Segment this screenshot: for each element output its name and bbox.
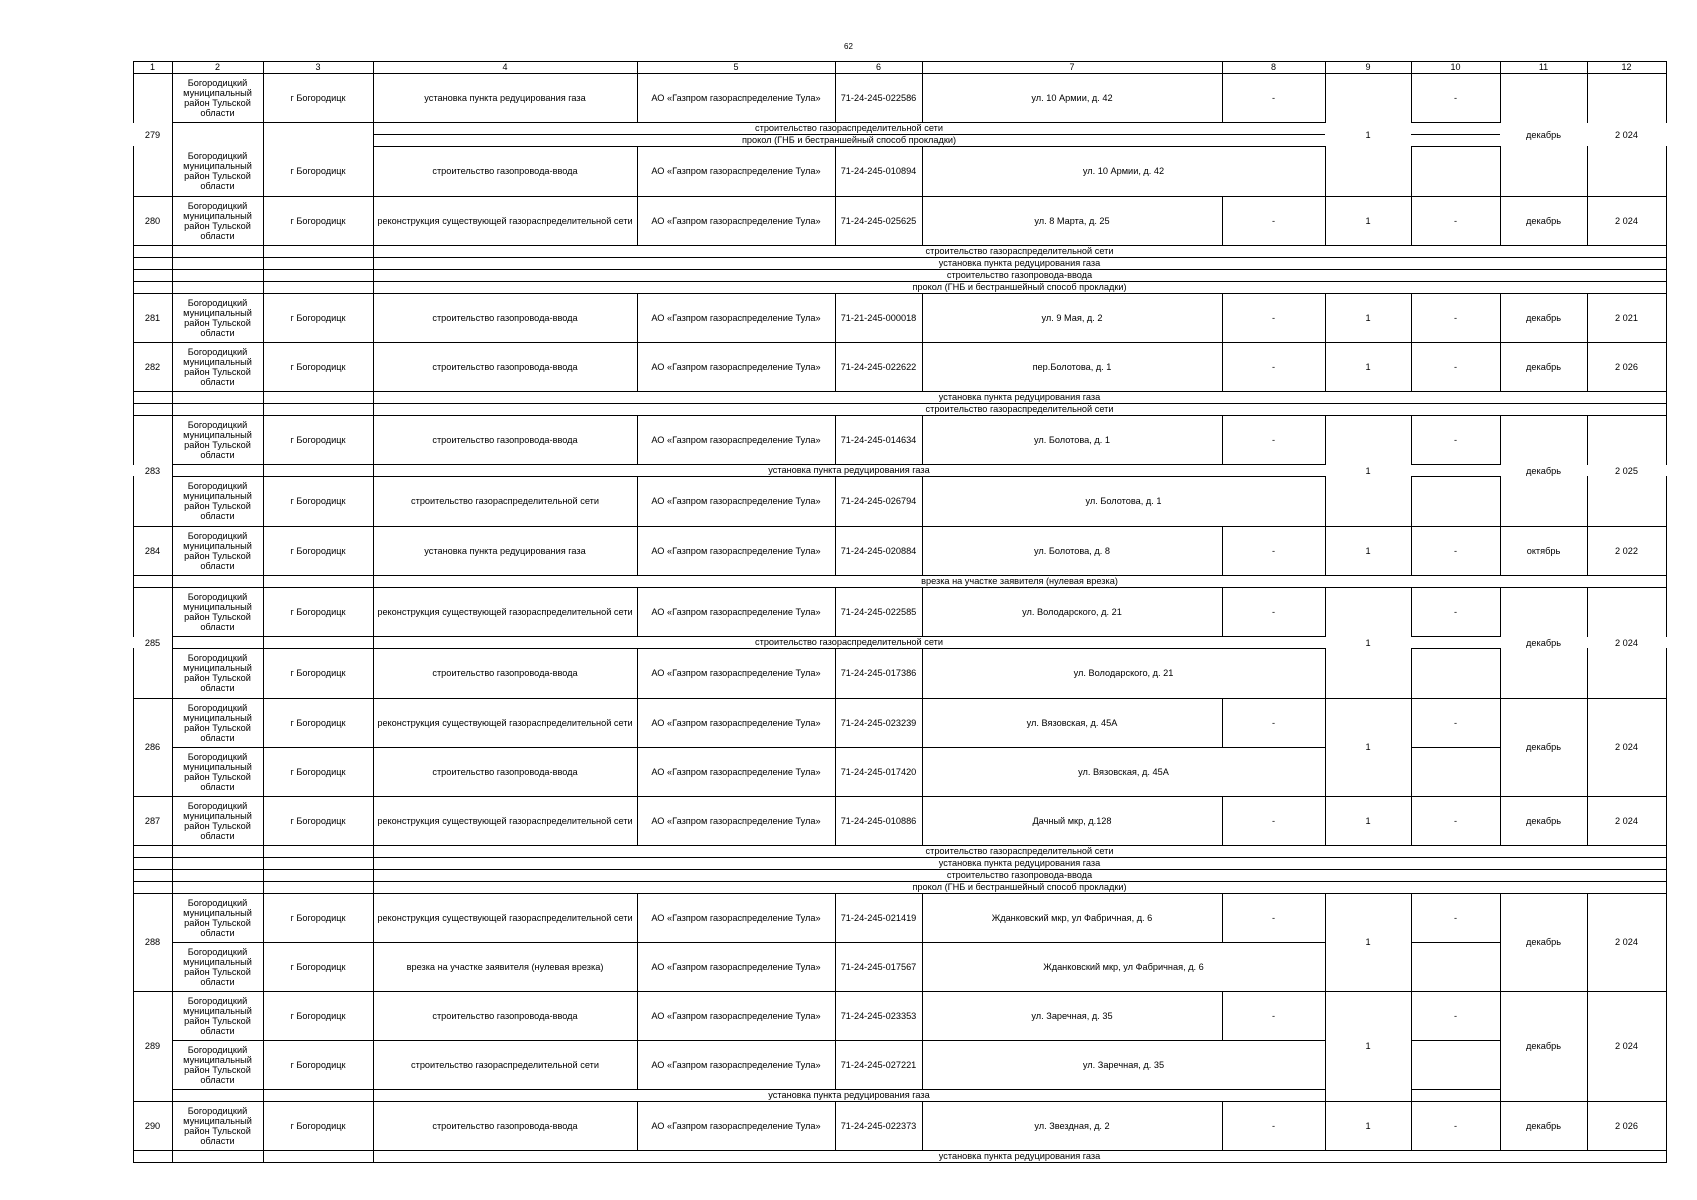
grid-line	[373, 122, 374, 147]
address-cell: ул. Болотова, д. 8	[1034, 545, 1110, 556]
grid-line	[1411, 747, 1412, 797]
month-cell: декабрь	[1526, 742, 1561, 752]
request-code-cell: 71-24-245-027221	[840, 1059, 917, 1070]
grid-line	[1666, 587, 1667, 637]
record-number-cell: 282	[144, 361, 161, 372]
grid-line	[1411, 648, 1412, 699]
address-cell: ул. 10 Армии, д. 42	[1031, 92, 1113, 103]
work-stage-row: прокол (ГНБ и бестраншейный способ прокладки)	[912, 882, 1127, 892]
header-col-12: 12	[1621, 62, 1632, 72]
col10-cell: -	[1453, 1010, 1458, 1021]
header-col-1: 1	[149, 62, 155, 72]
request-code-cell: 71-24-245-022622	[840, 361, 917, 372]
record-number-cell: 280	[144, 215, 161, 226]
month-cell: декабрь	[1526, 1041, 1561, 1051]
town-cell: г Богородицк	[290, 361, 346, 372]
grid-line	[1411, 464, 1500, 465]
grid-line	[263, 122, 264, 147]
request-code-cell: 71-24-245-023353	[840, 1010, 917, 1021]
col10-cell: -	[1453, 434, 1458, 445]
col9-cell: 1	[1365, 637, 1371, 648]
organization-cell: АО «Газпром газораспределение Тула»	[651, 1010, 821, 1021]
district-cell: Богородицкий муниципальный район Тульской области	[183, 151, 252, 191]
town-cell: г Богородицк	[290, 668, 346, 678]
work-stage-row: установка пункта редуцирования газа	[938, 392, 1101, 402]
work-type-cell: реконструкция существующей газораспределительной сети	[377, 606, 633, 617]
request-code-cell: 71-24-245-010886	[840, 815, 917, 826]
col8-cell: -	[1271, 361, 1276, 372]
col10-cell: -	[1453, 815, 1458, 826]
address-cell: Жданковский мкр, ул Фабричная, д. 6	[991, 912, 1153, 923]
header-col-11: 11	[1538, 62, 1549, 72]
col10-cell: -	[1453, 545, 1458, 556]
month-cell: декабрь	[1526, 129, 1561, 140]
month-cell: декабрь	[1526, 637, 1561, 648]
address-cell: ул. Вязовская, д. 45А	[1026, 717, 1118, 728]
town-cell: г Богородицк	[290, 545, 346, 556]
grid-line	[1666, 146, 1667, 197]
year-cell: 2 024	[1615, 129, 1638, 140]
work-type-cell: врезка на участке заявителя (нулевая врезка)	[406, 961, 604, 972]
header-col-10: 10	[1450, 62, 1461, 72]
work-type-cell: установка пункта редуцирования газа	[424, 545, 586, 556]
work-type-cell: установка пункта редуцирования газа	[424, 92, 586, 103]
organization-cell: АО «Газпром газораспределение Тула»	[651, 92, 821, 103]
record-number-cell: 287	[144, 815, 161, 826]
work-type-cell: строительство газопровода-ввода	[432, 668, 578, 678]
year-cell: 2 024	[1615, 815, 1638, 826]
work-stage-row: строительство газораспределительной сети	[925, 846, 1114, 856]
grid-line	[1411, 146, 1500, 147]
month-cell: декабрь	[1526, 1120, 1561, 1131]
grid-line	[263, 1150, 264, 1163]
grid-line	[1666, 293, 1667, 343]
work-stage-row: строительство газораспределительной сети	[925, 246, 1114, 256]
address-cell: ул. Вязовская, д. 45А	[1078, 766, 1169, 777]
district-cell: Богородицкий муниципальный район Тульской области	[183, 702, 252, 743]
year-cell: 2 026	[1615, 361, 1638, 372]
organization-cell: АО «Газпром газораспределение Тула»	[651, 717, 821, 728]
district-cell: Богородицкий муниципальный район Тульской области	[183, 200, 252, 241]
col9-cell: 1	[1365, 937, 1371, 947]
grid-line	[1411, 942, 1500, 943]
col9-cell: 1	[1365, 742, 1371, 752]
town-cell: г Богородицк	[290, 166, 346, 176]
town-cell: г Богородицк	[290, 1010, 346, 1021]
col10-split	[1411, 122, 1500, 123]
request-code-cell: 71-24-245-025625	[840, 215, 917, 226]
town-cell: г Богородицк	[290, 815, 346, 826]
year-cell: 2 024	[1615, 215, 1638, 226]
record-number-cell: 286	[144, 742, 161, 752]
col8-cell: -	[1271, 717, 1276, 728]
grid-line	[1666, 796, 1667, 846]
grid-line	[1666, 526, 1667, 576]
organization-cell: АО «Газпром газораспределение Тула»	[651, 1120, 821, 1131]
work-stage-row: строительство газораспределительной сети	[925, 404, 1114, 414]
town-cell: г Богородицк	[290, 1120, 346, 1131]
col8-cell: -	[1271, 312, 1276, 323]
grid-line	[1411, 134, 1500, 135]
work-stage-row: установка пункта редуцирования газа	[938, 258, 1101, 268]
request-code-cell: 71-24-245-026794	[840, 496, 917, 506]
organization-cell: АО «Газпром газораспределение Тула»	[651, 815, 821, 826]
grid-line	[172, 122, 173, 147]
year-cell: 2 024	[1615, 637, 1638, 648]
district-cell: Богородицкий муниципальный район Тульской области	[183, 297, 252, 338]
grid-line	[1411, 476, 1500, 477]
col10-cell: -	[1453, 606, 1458, 617]
district-cell: Богородицкий муниципальный район Тульской области	[183, 530, 252, 571]
record-number-cell: 279	[144, 129, 161, 140]
header-col-9: 9	[1365, 62, 1371, 72]
address-cell: ул. 8 Марта, д. 25	[1034, 215, 1110, 226]
header-col-2: 2	[214, 62, 220, 72]
col9-cell: 1	[1365, 129, 1371, 140]
col8-cell: -	[1271, 1120, 1276, 1131]
col8-cell: -	[1271, 215, 1276, 226]
request-code-cell: 71-24-245-021419	[840, 912, 917, 923]
work-type-cell: строительство газопровода-ввода	[432, 166, 578, 176]
request-code-cell: 71-24-245-022373	[840, 1120, 917, 1131]
organization-cell: АО «Газпром газораспределение Тула»	[651, 166, 821, 176]
request-code-cell: 71-24-245-017420	[840, 766, 917, 777]
town-cell: г Богородицк	[290, 961, 346, 972]
record-number-cell: 288	[144, 937, 161, 947]
district-cell: Богородицкий муниципальный район Тульской области	[183, 1044, 252, 1085]
record-number-cell: 285	[144, 637, 161, 648]
district-cell: Богородицкий муниципальный район Тульской области	[183, 419, 252, 460]
grid-line	[1666, 415, 1667, 465]
request-code-cell: 71-24-245-020884	[840, 545, 917, 556]
work-type-cell: реконструкция существующей газораспределительной сети	[377, 815, 633, 826]
work-stage-row: строительство газораспределительной сети	[755, 637, 943, 647]
record-number-cell: 289	[144, 1041, 161, 1051]
grid-line	[1666, 1150, 1667, 1163]
request-code-cell: 71-24-245-022586	[840, 92, 917, 103]
town-cell: г Богородицк	[290, 496, 346, 506]
grid-line	[1411, 1040, 1412, 1090]
address-cell: ул. Володарского, д. 21	[1022, 606, 1122, 617]
address-cell: ул. Болотова, д. 1	[1034, 434, 1110, 445]
work-type-cell: строительство газопровода-ввода	[432, 434, 578, 445]
district-cell: Богородицкий муниципальный район Тульской области	[183, 800, 252, 841]
record-number-cell: 290	[144, 1120, 161, 1131]
year-cell: 2 025	[1615, 465, 1638, 476]
town-cell: г Богородицк	[290, 717, 346, 728]
town-cell: г Богородицк	[290, 215, 346, 226]
organization-cell: АО «Газпром газораспределение Тула»	[651, 1059, 821, 1070]
address-cell: ул. 9 Мая, д. 2	[1041, 312, 1103, 323]
year-cell: 2 024	[1615, 937, 1638, 947]
organization-cell: АО «Газпром газораспределение Тула»	[651, 606, 821, 617]
year-cell: 2 024	[1615, 1041, 1638, 1051]
work-stage-row: установка пункта редуцирования газа	[768, 1090, 930, 1100]
grid-line	[1411, 648, 1500, 649]
district-cell: Богородицкий муниципальный район Тульской области	[183, 346, 252, 387]
record-number-cell: 283	[144, 465, 161, 476]
grid-line	[1666, 747, 1667, 797]
work-stage-row: строительство газопровода-ввода	[946, 870, 1093, 880]
organization-cell: АО «Газпром газораспределение Тула»	[651, 961, 821, 972]
grid-line	[1411, 1089, 1500, 1090]
year-cell: 2 024	[1615, 742, 1638, 752]
work-stage-row: врезка на участке заявителя (нулевая врезка)	[921, 576, 1118, 586]
work-type-cell: реконструкция существующей газораспределительной сети	[377, 912, 633, 923]
work-type-cell: строительство газораспределительной сети	[411, 496, 599, 506]
work-type-cell: реконструкция существующей газораспределительной сети	[377, 717, 633, 728]
col9-cell: 1	[1365, 815, 1371, 826]
grid-line	[1411, 747, 1500, 748]
grid-line	[1666, 73, 1667, 123]
col10-cell: -	[1453, 912, 1458, 923]
month-cell: декабрь	[1526, 815, 1561, 826]
work-type-cell: строительство газопровода-ввода	[432, 361, 578, 372]
grid-line	[1666, 942, 1667, 992]
col8-cell: -	[1271, 912, 1276, 923]
col9-cell: 1	[1365, 545, 1371, 556]
year-cell: 2 022	[1615, 545, 1638, 556]
month-cell: декабрь	[1526, 937, 1561, 947]
work-stage-row: установка пункта редуцирования газа	[938, 858, 1101, 868]
district-cell: Богородицкий муниципальный район Тульской области	[183, 653, 252, 693]
month-cell: декабрь	[1526, 361, 1561, 372]
month-cell: декабрь	[1526, 312, 1561, 323]
work-type-cell: строительство газопровода-ввода	[432, 1120, 578, 1131]
grid-line	[1411, 146, 1412, 197]
col8-cell: -	[1271, 92, 1276, 103]
grid-line	[1666, 196, 1667, 246]
col8-cell: -	[1271, 606, 1276, 617]
col9-cell: 1	[1365, 215, 1371, 226]
col9-cell: 1	[1365, 465, 1371, 476]
district-cell: Богородицкий муниципальный район Тульской области	[183, 946, 252, 987]
header-col-7: 7	[1069, 62, 1075, 72]
district-cell: Богородицкий муниципальный район Тульской области	[183, 591, 252, 632]
request-code-cell: 71-24-245-014634	[840, 434, 917, 445]
district-cell: Богородицкий муниципальный район Тульской области	[183, 897, 252, 938]
col8-cell: -	[1271, 1010, 1276, 1021]
work-stage-row: прокол (ГНБ и бестраншейный способ прокладки)	[912, 282, 1127, 292]
month-cell: октябрь	[1526, 545, 1561, 556]
col10-cell: -	[1453, 361, 1458, 372]
header-col-6: 6	[875, 62, 881, 72]
organization-cell: АО «Газпром газораспределение Тула»	[651, 312, 821, 323]
grid-line	[1666, 342, 1667, 392]
district-cell: Богородицкий муниципальный район Тульской области	[183, 751, 252, 792]
page-number: 62	[844, 42, 853, 51]
grid-line	[1666, 1040, 1667, 1090]
col10-cell: -	[1453, 1120, 1458, 1131]
col9-cell: 1	[1365, 1120, 1371, 1131]
district-cell: Богородицкий муниципальный район Тульской области	[183, 481, 252, 521]
town-cell: г Богородицк	[290, 434, 346, 445]
work-stage-row: установка пункта редуцирования газа	[768, 465, 930, 475]
district-cell: Богородицкий муниципальный район Тульской области	[183, 1105, 252, 1146]
town-cell: г Богородицк	[290, 92, 346, 103]
grid-line	[133, 1162, 1666, 1163]
district-cell: Богородицкий муниципальный район Тульской области	[183, 77, 252, 118]
grid-line	[1411, 476, 1412, 527]
work-type-cell: строительство газопровода-ввода	[432, 766, 578, 777]
request-code-cell: 71-24-245-022585	[840, 606, 917, 617]
organization-cell: АО «Газпром газораспределение Тула»	[651, 668, 821, 678]
work-stage-row: строительство газопровода-ввода	[946, 270, 1093, 280]
col8-cell: -	[1271, 434, 1276, 445]
header-col-8: 8	[1270, 62, 1276, 72]
organization-cell: АО «Газпром газораспределение Тула»	[651, 361, 821, 372]
work-type-cell: строительство газопровода-ввода	[432, 1010, 578, 1021]
grid-line	[1411, 942, 1412, 992]
col9-cell: 1	[1365, 312, 1371, 323]
month-cell: декабрь	[1526, 465, 1561, 476]
col10-cell: -	[1453, 92, 1458, 103]
grid-line	[1666, 991, 1667, 1041]
address-cell: ул. Заречная, д. 35	[1082, 1059, 1165, 1070]
grid-line	[133, 1150, 134, 1163]
work-type-cell: строительство газопровода-ввода	[432, 312, 578, 323]
grid-line	[172, 1150, 173, 1163]
organization-cell: АО «Газпром газораспределение Тула»	[651, 545, 821, 556]
town-cell: г Богородицк	[290, 312, 346, 323]
work-type-cell: строительство газораспределительной сети	[411, 1059, 599, 1070]
address-cell: Жданковский мкр, ул Фабричная, д. 6	[1043, 961, 1204, 972]
organization-cell: АО «Газпром газораспределение Тула»	[651, 434, 821, 445]
town-cell: г Богородицк	[290, 1059, 346, 1070]
organization-cell: АО «Газпром газораспределение Тула»	[651, 496, 821, 506]
district-cell: Богородицкий муниципальный район Тульской области	[183, 995, 252, 1036]
address-cell: ул. Володарского, д. 21	[1073, 668, 1174, 678]
month-cell: декабрь	[1526, 215, 1561, 226]
col8-cell: -	[1271, 545, 1276, 556]
grid-line	[1411, 636, 1500, 637]
col10-cell: -	[1453, 312, 1458, 323]
grid-line	[1666, 698, 1667, 748]
request-code-cell: 71-24-245-010894	[840, 166, 917, 176]
request-code-cell: 71-24-245-017386	[840, 668, 917, 678]
request-code-cell: 71-24-245-017567	[840, 961, 917, 972]
record-number-cell: 281	[144, 312, 161, 323]
organization-cell: АО «Газпром газораспределение Тула»	[651, 215, 821, 226]
address-cell: ул. Звездная, д. 2	[1034, 1120, 1110, 1131]
organization-cell: АО «Газпром газораспределение Тула»	[651, 912, 821, 923]
address-cell: пер.Болотова, д. 1	[1032, 361, 1112, 372]
address-cell: Дачный мкр, д.128	[1032, 815, 1112, 826]
address-cell: ул. 10 Армии, д. 42	[1082, 166, 1165, 176]
work-stage-row: прокол (ГНБ и бестраншейный способ прокладки)	[741, 135, 957, 145]
record-number-cell: 284	[144, 545, 161, 556]
town-cell: г Богородицк	[290, 606, 346, 617]
col9-cell: 1	[1365, 361, 1371, 372]
grid-line	[1666, 476, 1667, 527]
work-stage-row: строительство газораспределительной сети	[755, 123, 943, 133]
header-col-4: 4	[502, 62, 508, 72]
address-cell: ул. Заречная, д. 35	[1031, 1010, 1113, 1021]
year-cell: 2 026	[1615, 1120, 1638, 1131]
col8-cell: -	[1271, 815, 1276, 826]
col9-cell: 1	[1365, 1041, 1371, 1051]
town-cell: г Богородицк	[290, 912, 346, 923]
col10-cell: -	[1453, 215, 1458, 226]
work-stage-row: установка пункта редуцирования газа	[938, 1151, 1101, 1161]
col10-cell: -	[1453, 717, 1458, 728]
grid-line	[1411, 1040, 1500, 1041]
town-cell: г Богородицк	[290, 766, 346, 777]
header-col-5: 5	[733, 62, 739, 72]
address-cell: ул. Болотова, д. 1	[1085, 496, 1162, 506]
work-type-cell: реконструкция существующей газораспределительной сети	[377, 215, 633, 226]
request-code-cell: 71-24-245-023239	[840, 717, 917, 728]
organization-cell: АО «Газпром газораспределение Тула»	[651, 766, 821, 777]
request-code-cell: 71-21-245-000018	[840, 312, 917, 323]
grid-line	[1666, 893, 1667, 943]
year-cell: 2 021	[1615, 312, 1638, 323]
grid-line	[1666, 1101, 1667, 1151]
header-col-3: 3	[315, 62, 321, 72]
grid-line	[1666, 648, 1667, 699]
